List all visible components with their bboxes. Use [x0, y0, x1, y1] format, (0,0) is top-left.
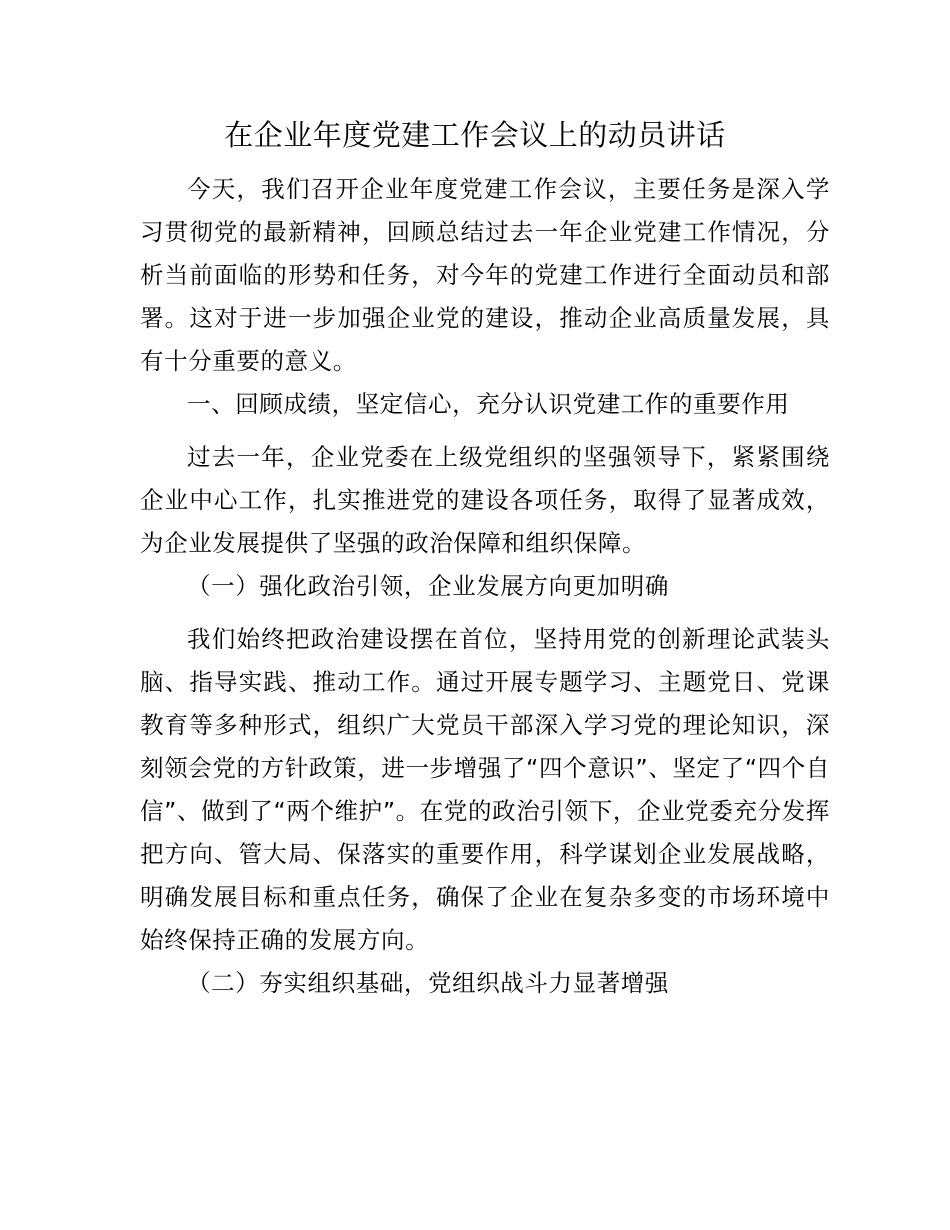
paragraph-political-leadership: 我们始终把政治建设摆在首位，坚持用党的创新理论武装头脑、指导实践、推动工作。通过开展专题学习、主题党日、党课教育等多种形式，组织广大党员干部深入学习党的理论知识，深刻领会党的方针政策，进一步增强了“四个意识”、坚定了“四个自信”、做到了“两个维护”。在党的政治引领下，企业党委充分发挥把方向、管大局、保落实的重要作用，科学谋划企业发展战略，明确发展目标和重点任务，确保了企业在复杂多变的市场环境中始终保持正确的发展方向。 — [140, 625, 830, 954]
subsection-heading-1: （一）强化政治引领，企业发展方向更加明确 — [187, 572, 669, 600]
paragraph-intro: 今天，我们召开企业年度党建工作会议，主要任务是深入学习贯彻党的最新精神，回顾总结过去一年企业党建工作情况，分析当前面临的形势和任务，对今年的党建工作进行全面动员和部署。这对于进一步加强企业党的建设，推动企业高质量发展，具有十分重要的意义。 — [140, 175, 830, 375]
paragraph-review: 过去一年，企业党委在上级党组织的坚强领导下，紧紧围绕企业中心工作，扎实推进党的建设各项任务，取得了显著成效，为企业发展提供了坚强的政治保障和组织保障。 — [140, 443, 830, 557]
document-body — [140, 168, 830, 1005]
document-title: 在企业年度党建工作会议上的动员讲话 — [224, 118, 726, 152]
subsection-heading-2: （二）夯实组织基础，党组织战斗力显著增强 — [187, 969, 669, 997]
section-heading-1: 一、回顾成绩，坚定信心，充分认识党建工作的重要作用 — [187, 390, 790, 418]
